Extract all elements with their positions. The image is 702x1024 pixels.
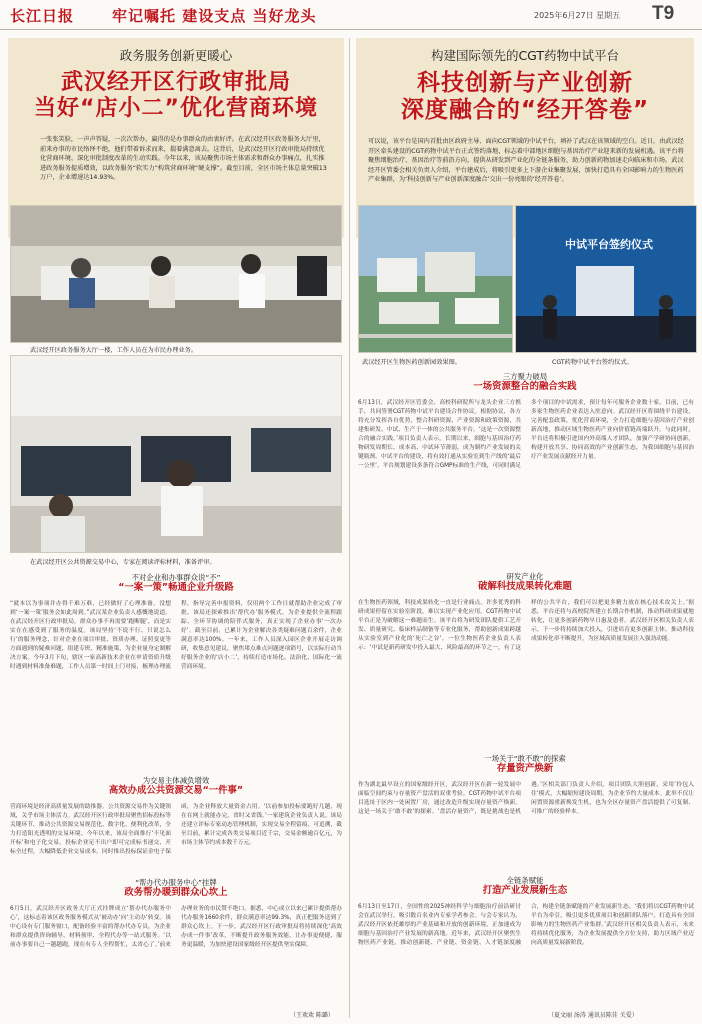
- trading-center-photo-icon: [11, 356, 342, 553]
- left-lead: 一张张笑脸，一声声答疑，一次次帮办，赢得的是办事群众的由衷好评。在武汉经开区政务服务大厅里，前来办事的市民络绎不绝，他们带着诉求而来，揣着满意离去。这背后，是武汉经开区行政审批局持续优化营商环境、深化审批制度改革的生动实践。今年以来，该局聚焦市场主体需求和群众办事痛点，扎实推进政务服务提质增效，以政务服务“软实力”构筑营商环境“硬支撑”。截至目前，全区市场主体总量突破13万户，企业增速达14.93%。: [40, 136, 327, 182]
- left-photo-hall: [10, 205, 342, 343]
- right-section2-kicker: 研发产业化: [506, 572, 544, 581]
- column-divider: [349, 38, 350, 1018]
- left-section2-kicker: 为交易主体减负增效: [142, 776, 210, 785]
- left-section1-body: “就本以为事项并办得千难万难，已经做好了心理准备，没想到‘一案一策’服务会如此周到。”武汉某企业负责人感慨地说道。在武汉经开区行政审批局，群众办事不再需要‘跑断腿’，而是实实在在感受到了服务的温度。该局坚持‘不说不行、只说怎么行’的服务理念，针对企业在项目审批、资质办理、证照变更等方面遇到的疑难问题，组建专班、精准施策，为企业量身定制解决方案。今年3月下旬，辖区一家高新技术企业在申请资质升级时遇到材料准备难题，工作人员第一时间上门对接，梳理办理流程，指导完善申报资料，仅用两个工作日就帮助企业完成了审批。该局还探索推出‘帮代办’服务模式，为企业提供全流程跟踪、全环节协调的陪伴式服务，真正实现了企业办事‘一次办好’。截至目前，已累计为企业解决各类疑难问题百余件，企业满意率达100%。一年来，工作人员深入园区企业开展走访调研，收集意见建议，聚焦堵点难点问题逐项销号，以实际行动当好服务企业的‘店小二’，持续打造市场化、法治化、国际化一流营商环境。: [10, 601, 342, 670]
- left-section3-kicker: “帮办代办服务中心”挂牌: [135, 878, 217, 887]
- right-photo1-caption: 武汉经开区生物医药创新园效果图。: [362, 359, 461, 366]
- right-section3-body: 作为湖北最早设立的国家级经开区，武汉经开区在新一轮发展中面临空间约束与存量资产盘活的双重考验。CGT药物中试平台项目选址于区内一处闲置厂房，通过改造升级实现存量资产焕新。这是一场关于‘敢不敢’的探索。‘盘活存量资产，既是挑战也是机遇。’区相关部门负责人介绍，项目团队大胆创新，采用‘拎包入住’模式，大幅缩短建设周期，为企业节约大量成本。此举不仅让闲置资源重新焕发生机，也为全区存量资产盘活提供了可复制、可推广的经验样本。: [358, 782, 694, 815]
- right-headline-line2: 深度融合的“经开答卷”: [400, 96, 650, 123]
- right-lead: 可以说，该平台是国内首批由区政府主导、面向CGT领域的中试平台，填补了武汉在该领域的空白。近日，由武汉经开区牵头建设的CGT药物中试平台正式签约落地，标志着中部地区细胞与基因治疗产业迎来新的发展机遇。该平台将聚焦细胞治疗、基因治疗等前沿方向，提供从研发到产业化的全链条服务，助力创新药物加速走向临床和市场。武汉经开区管委会相关负责人介绍，平台建成后，将吸引更多上下游企业集聚发展，加快打造具有全国影响力的生物医药产业集群，为‘科技创新与产业创新深度融合’交出一份亮眼的‘经开答卷’。: [368, 138, 684, 184]
- left-section2-heading: [8, 776, 344, 797]
- left-section2-body: 营商环境是经济高质量发展的助推器。公共资源交易作为关键领域，关乎市场主体活力。武汉经开区行政审批局聚焦招标投标等关键环节，推动公共资源交易规范化、数字化、便利化改革，全力打造阳光透明的交易环境。今年以来，该局全面推行‘不见面开标’和电子化交易，投标企业足不出户即可完成标书递交、开标全过程，大幅降低企业交易成本。同时推出投标保证金电子保函，为企业释放大量资金占用。‘以前参加投标要跑好几趟，现在在网上就能办完，省时又省钱。’一家建筑企业负责人说。该局还建立评标专家动态管理机制，实现交易全程留痕、可追溯，截至目前，累计完成各类交易项目近千宗，交易金额逾百亿元，为市场主体节约成本数千万元。: [10, 804, 342, 855]
- right-section4-title: 打造产业发展新生态: [482, 885, 568, 897]
- innovation-park-rendering-icon: [359, 206, 513, 353]
- left-headline-line1: 武汉经开区行政审批局: [60, 70, 291, 95]
- right-section4-body: 6月13日至17日，全国性的2025神经科学与细胞治疗前沿研讨会在武汉举行，吸引数百名业内专家学者参会。与会专家认为，武汉经开区依托雄厚的产业基础和开放的创新环境，正加速成为细胞与基因治疗产业发展的新高地。近年来，武汉经开区聚焦生物医药产业链，推动创新链、产业链、资金链、人才链深度融合，构建全链条赋能的产业发展新生态。‘我们将以CGT药物中试平台为牵引，吸引更多优质项目和创新团队落户，打造具有全国影响力的生物医药产业集群。’武汉经开区相关负责人表示，未来将持续优化服务，为企业发展提供全方位支持，助力区域产业迈向高质量发展新阶段。: [358, 904, 694, 946]
- left-headline: [8, 70, 344, 121]
- page-number: T9: [652, 3, 675, 24]
- right-section3-kicker: 一场关于“敢不敢”的探索: [484, 754, 566, 763]
- left-photo2-caption: 在武汉经开区公共资源交易中心，专家在阅读评标材料，准备评审。: [30, 559, 216, 566]
- left-section1-title: “一案一策”畅通企业升级路: [118, 582, 234, 594]
- left-byline: （王欢欢 陈璐）: [290, 1012, 334, 1019]
- right-headline-line1: 科技创新与产业创新: [417, 70, 633, 96]
- right-section3-heading: [356, 754, 694, 775]
- right-photo-signing: [515, 205, 697, 353]
- right-section1-heading: [356, 372, 694, 393]
- right-kicker: 构建国际领先的CGT药物中试平台: [430, 48, 620, 63]
- left-section3-heading: [8, 878, 344, 899]
- right-section1-title: 一场资源整合的融合实践: [473, 381, 577, 393]
- right-section2-heading: [356, 572, 694, 593]
- right-section3-title: 存量资产焕新: [496, 763, 554, 775]
- left-section3-title: 政务帮办暖到群众心坎上: [124, 887, 228, 899]
- masthead: [0, 0, 702, 30]
- left-photo-exchange: [10, 355, 342, 553]
- right-byline: （夏文丽 汤涛 通讯员陈佳 关爱）: [548, 1012, 638, 1019]
- left-section3-body: 6月5日，武汉经开区政务大厅正式挂牌成立‘帮办代办服务中心’，这标志着该区政务服务模式从‘被动办’向‘主动办’转变。该中心设有专门服务窗口，配备经验丰富的帮办代办专员，为企业和群众提供咨询辅导、材料预审、全程代办等一站式服务。‘以前办事要自己一趟趟跑，现在有专人全程帮忙，太省心了。’前来办理业务的市民赞不绝口。据悉，中心成立以来已累计提供帮办代办服务1660余件，群众满意率达99.3%，真正把服务送到了群众心坎上。下一步，武汉经开区行政审批局将持续深化‘高效办成一件事’改革，不断提升政务服务效能，让办事更便捷、服务更温暖，为加快建设国家级经开区提供坚实保障。: [10, 906, 342, 948]
- left-kicker: 政务服务创新更暖心: [119, 48, 233, 63]
- right-photo-park: [358, 205, 513, 353]
- right-section1-body: 6月13日，武汉经开区管委会、高校科研院所与龙头企业三方携手，共同签署CGT药物中试平台建设合作协议。根据协议，各方将充分发挥各自优势，整合科研资源、产业资源和政策资源，共建集研发、中试、生产于一体的公共服务平台。‘这是一次资源整合的融合实践。’项目负责人表示，长期以来，细胞与基因治疗药物研发周期长、成本高、中试环节薄弱，成为制约产业发展的关键瓶颈。中试平台的建设，将有效打通从实验室到生产线的‘最后一公里’。平台规划建设多条符合GMP标准的生产线，可同时满足多个项目的中试需求，预计每年可服务企业数十家。目前，已有多家生物医药企业表达入驻意向。武汉经开区将围绕平台建设，完善配套政策，优化营商环境，全力打造细胞与基因治疗产业创新高地，推动区域生物医药产业向价值链高端跃升。与此同时，平台还将积极引进国内外高端人才团队，加强产学研协同创新，构建开放共享、协同高效的产业创新生态，为我国细胞与基因治疗产业发展贡献经开力量。: [358, 400, 694, 469]
- left-section1-heading: [8, 573, 344, 594]
- issue-date: 2025年6月27日 星期五: [534, 11, 621, 20]
- right-photo2-caption: CGT药物中试平台签约仪式。: [552, 359, 633, 366]
- right-section2-title: 破解科技成果转化难题: [478, 581, 572, 593]
- right-section2-body: 在生物医药领域，科技成果转化一直是行业痛点。许多优秀的科研成果停留在实验室阶段，难以实现产业化应用。CGT药物中试平台正是为破解这一难题而生。该平台将为研发团队提供工艺开发、质量研究、临床样品制备等专业化服务，帮助创新成果跨越从实验室到产业化的‘死亡之谷’。一位生物医药企业负责人表示：‘中试是新药研发中投入最大、风险最高的环节之一，有了这样的公共平台，我们可以把更多精力放在核心技术攻关上。’据悉，平台还将与高校院所建立长期合作机制，推动科研成果就地转化，让更多创新药物早日惠及患者。武汉经开区相关负责人表示，下一步将持续加大投入，引进培育更多创新主体，推动科技成果转化率不断提升，为区域高质量发展注入强劲动能。: [358, 600, 694, 651]
- signing-ceremony-photo-icon: [516, 206, 697, 353]
- right-section4-kicker: 全链条赋能: [506, 876, 544, 885]
- page-slogan: 牢记嘱托 建设支点 当好龙头: [112, 7, 317, 25]
- service-hall-photo-icon: [11, 206, 342, 343]
- right-section1-kicker: 三方聚力破局: [502, 372, 548, 381]
- left-photo1-caption: 武汉经开区政务服务大厅一楼，工作人员在为市民办理业务。: [30, 347, 198, 354]
- left-section2-title: 高效办成公共资源交易“一件事”: [108, 785, 244, 797]
- right-section4-heading: [356, 876, 694, 897]
- signing-banner-text: 中试平台签约仪式: [565, 238, 653, 251]
- left-section1-kicker: 不对企业和办事群众说“不”: [131, 573, 221, 582]
- right-headline: [356, 70, 694, 124]
- left-headline-line2: 当好“店小二”优化营商环境: [34, 95, 318, 121]
- newspaper-logo: 长江日报: [10, 7, 75, 25]
